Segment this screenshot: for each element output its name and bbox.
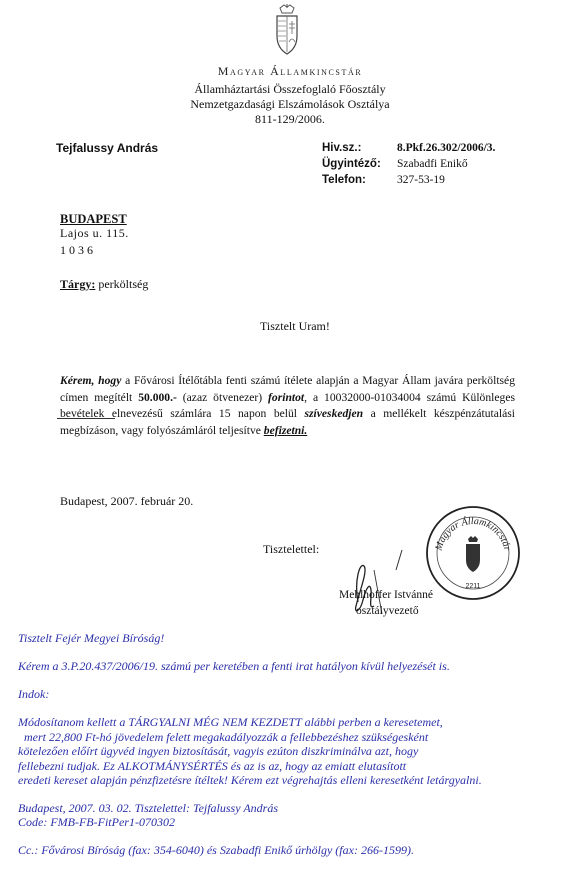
body-sziveskedjen: szíveskedjen xyxy=(304,407,364,420)
letter-body xyxy=(60,373,515,439)
reason-line: mert 22,800 Ft-hó jövedelem felett megakadályozzák a fellebbezéshez szükségesként xyxy=(18,729,429,744)
body-text-1: a Fővárosi Ítélőtábla fenti számú ítélete alapján a Magyar Állam javára perköltség címen megítélt xyxy=(60,374,516,404)
official-stamp xyxy=(424,504,522,602)
recipient-zip: 1036 xyxy=(60,243,96,257)
body-forintot: forintot xyxy=(268,390,305,404)
reason-line: Módosítanom kellett a TÁRGYALNI MÉG NEM KEZDETT alábbi perben a keresetemet, xyxy=(18,715,443,729)
org-department: Államháztartási Összefoglaló Főosztály xyxy=(194,82,386,96)
signatory-name: Mehlhoffer Istvánné xyxy=(339,589,433,601)
subject-label: Tárgy: xyxy=(60,277,96,291)
reference-label-ugyintezo: Ügyintéző: xyxy=(322,158,381,170)
reference-value-hivsz: 8.Pkf.26.302/2006/3. xyxy=(397,142,496,154)
greeting: Tisztelt Uram! xyxy=(260,319,330,333)
closing: Tisztelettel: xyxy=(263,542,320,556)
subject-line xyxy=(60,277,148,292)
annotation-salutation: Tisztelt Fejér Megyei Bíróság! xyxy=(18,631,165,645)
recipient-name: Tejfalussy András xyxy=(56,141,159,155)
subject-value: perköltség xyxy=(95,277,149,291)
stamp-text: Magyar Államkincstár xyxy=(433,515,513,552)
body-text-4: a mellékelt készpénzátutalási megbízáson, vagy folyószámláról teljesítve xyxy=(60,407,515,437)
reference-label-hivsz: Hiv.sz.: xyxy=(322,142,362,154)
stamp-number: 2211 xyxy=(465,583,481,590)
body-befizetni: befizetni. xyxy=(263,423,308,437)
coat-of-arms-icon xyxy=(270,4,304,56)
reason-line: kötelezően előírt ügyvéd ingyen biztosítását, vagyis ezúton diszkriminálva azt, hogy xyxy=(18,744,419,758)
reason-line: fellebezni tudjak. Ez ALKOTMÁNYSÉRTÉS és az is az, hogy az emiatt elutasított xyxy=(18,758,407,773)
body-text-3: , a 10032000-01034004 számú Különleges bevételek elnevezésű számlára 15 napon belül xyxy=(60,390,515,420)
annotation-reason xyxy=(18,715,558,788)
body-kerem: Kérem, hogy xyxy=(60,374,122,387)
annotation-reason-label: Indok: xyxy=(18,687,50,701)
strike-line xyxy=(57,418,115,419)
letter-date: Budapest, 2007. február 20. xyxy=(60,494,194,508)
annotation-signoff xyxy=(18,801,278,829)
reference-value-ugyintezo: Szabadfi Enikő xyxy=(397,158,468,170)
recipient-city: BUDAPEST xyxy=(60,212,127,226)
reference-label-telefon: Telefon: xyxy=(322,174,366,186)
body-amount: 50.000.- xyxy=(138,390,177,404)
org-name: Magyar Államkincstár xyxy=(217,64,363,78)
signoff-line: Budapest, 2007. 03. 02. Tisztelettel: Tejfalussy András xyxy=(18,801,279,815)
reason-line: eredeti kereset alapján pénzfizetésre ítéltek! Kérem ezt végrehajtás elleni keresetként letárgyalni. xyxy=(18,773,482,787)
annotation-cc: Cc.: Fővárosi Bíróság (fax: 354-6040) és Szabadfi Enikő úrhölgy (fax: 266-1599). xyxy=(18,843,414,857)
org-section: Nemzetgazdasági Elszámolások Osztálya xyxy=(190,97,390,111)
annotation-request: Kérem a 3.P.20.437/2006/19. számú per keretében a fenti irat hatályon kívül helyezését is. xyxy=(18,659,450,673)
signoff-code: Code: FMB-FB-FitPer1-070302 xyxy=(18,815,175,829)
signatory-title: osztályvezető xyxy=(356,605,419,617)
reference-value-telefon: 327-53-19 xyxy=(397,174,445,186)
recipient-street: Lajos u. 115. xyxy=(60,226,129,240)
org-file-number: 811-129/2006. xyxy=(255,112,325,126)
body-text-2: (azaz ötvenezer) xyxy=(176,390,269,404)
